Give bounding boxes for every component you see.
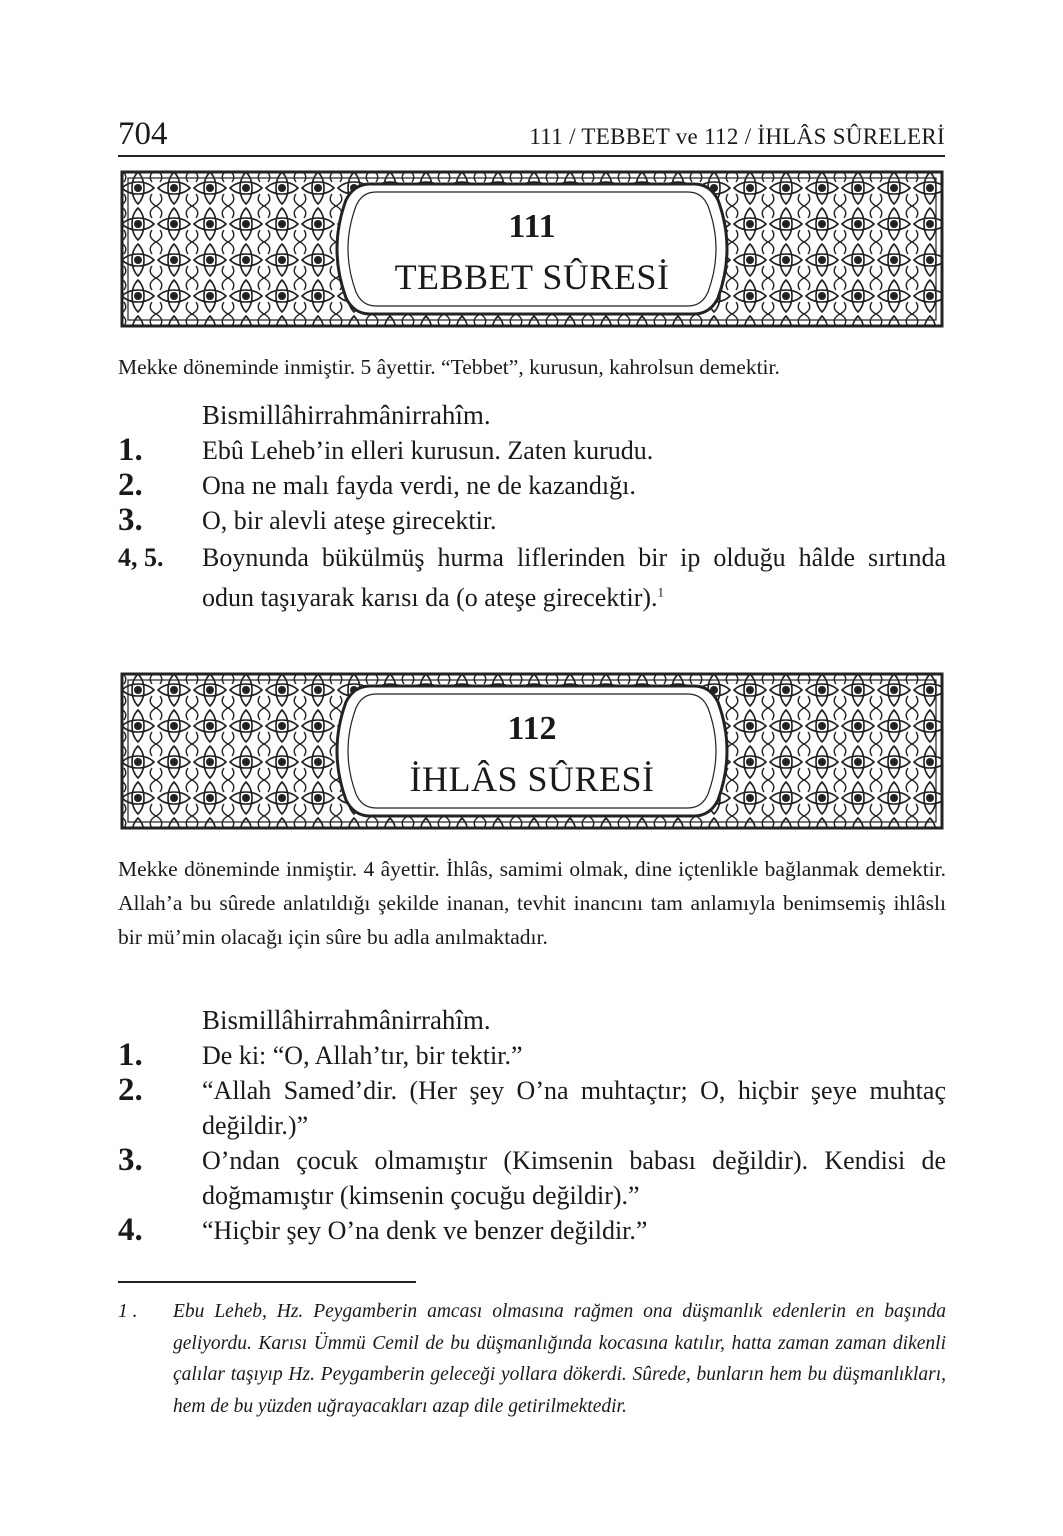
- basmala: Bismillâhirrahmânirrahîm.: [202, 400, 491, 430]
- verse-number: 1.: [118, 1037, 143, 1073]
- ornamental-frame-icon: [120, 170, 944, 328]
- footnote-number: 1 .: [118, 1301, 138, 1322]
- page-header: [118, 112, 945, 156]
- surah-intro: Mekke döneminde inmiştir. 4 âyettir. İhlâs, samimi olmak, dine içtenlikle bağlanmak demektir. Allah’a bu sûrede anlatıldığı şekilde inanan, tevhit inancını tam anlamıyla benimsemiş ihlâslı bir mü’min olacağı için sûre bu adla anılmaktadır.: [118, 857, 946, 949]
- verse-number: 4, 5.: [118, 543, 164, 572]
- verse-number: 3.: [118, 1142, 143, 1178]
- verse-text: De ki: “O, Allah’tır, bir tektir.”: [202, 1041, 523, 1070]
- verse-text: O, bir alevli ateşe girecektir.: [202, 506, 497, 535]
- verse-list: [118, 1002, 946, 1248]
- surah-banner-111: [120, 170, 944, 328]
- verse-number: 1.: [118, 432, 143, 468]
- surah-intro: Mekke döneminde inmiştir. 5 âyettir. “Tebbet”, kurusun, kahrolsun demektir.: [118, 355, 780, 379]
- basmala: Bismillâhirrahmânirrahîm.: [202, 1005, 491, 1035]
- verse-text: “Allah Samed’dir. (Her şey O’na muhtaçtır; O, hiçbir şeye muhtaç değildir.)”: [202, 1076, 946, 1140]
- surah-banner-112: [120, 672, 944, 830]
- footnote-rule: [118, 1281, 416, 1283]
- header-rule: [118, 155, 945, 157]
- footnote-ref[interactable]: 1: [657, 584, 665, 600]
- footnote: [118, 1296, 946, 1422]
- surah-name: TEBBET SÛRESİ: [394, 257, 670, 297]
- verse: [118, 1038, 946, 1073]
- verse: [118, 1213, 946, 1248]
- verse-text: “Hiçbir şey O’na denk ve benzer değildir.”: [202, 1216, 648, 1245]
- verse-text: O’ndan çocuk olmamıştır (Kimsenin babası değildir). Kendisi de doğmamıştır (kimsenin çocuğu değildir).”: [202, 1146, 946, 1210]
- verse: [118, 503, 946, 538]
- verse: [118, 468, 946, 503]
- running-title: 111 / TEBBET ve 112 / İHLÂS SÛRELERİ: [529, 124, 945, 149]
- verse-list: [118, 397, 946, 618]
- verse: [118, 1073, 946, 1143]
- verse-number: 2.: [118, 467, 143, 503]
- verse: [118, 433, 946, 468]
- verse: [118, 538, 946, 618]
- verse-number: 3.: [118, 502, 143, 538]
- page-number: 704: [118, 116, 168, 152]
- surah-number: 111: [508, 208, 556, 245]
- verse: [118, 1143, 946, 1213]
- surah-number: 112: [507, 710, 557, 747]
- verse-text: Boynunda bükülmüş hurma liflerinden bir ip olduğu hâlde sırtında odun taşıyarak karısı da (o ateşe girecektir).: [202, 543, 946, 612]
- verse-number: 4.: [118, 1212, 143, 1248]
- footnote-text: Ebu Leheb, Hz. Peygamberin amcası olmasına rağmen ona düşmanlık edenlerin en başında geliyordu. Karısı Ümmü Cemil de bu düşmanlığında kocasına katılır, hatta zaman zaman dikenli çalılar taşıyıp Hz. Peygamberin geleceği yollara dökerdi. Sûrede, bunların hem bu düşmanlıkları, hem de bu yüzden uğrayacakları azap dile getirilmektedir.: [173, 1301, 946, 1417]
- verse-text: Ona ne malı fayda verdi, ne de kazandığı.: [202, 471, 636, 500]
- ornamental-frame-icon: [120, 672, 944, 830]
- surah-name: İHLÂS SÛRESİ: [409, 759, 655, 799]
- verse-text: Ebû Leheb’in elleri kurusun. Zaten kurudu.: [202, 436, 654, 465]
- verse-number: 2.: [118, 1072, 143, 1108]
